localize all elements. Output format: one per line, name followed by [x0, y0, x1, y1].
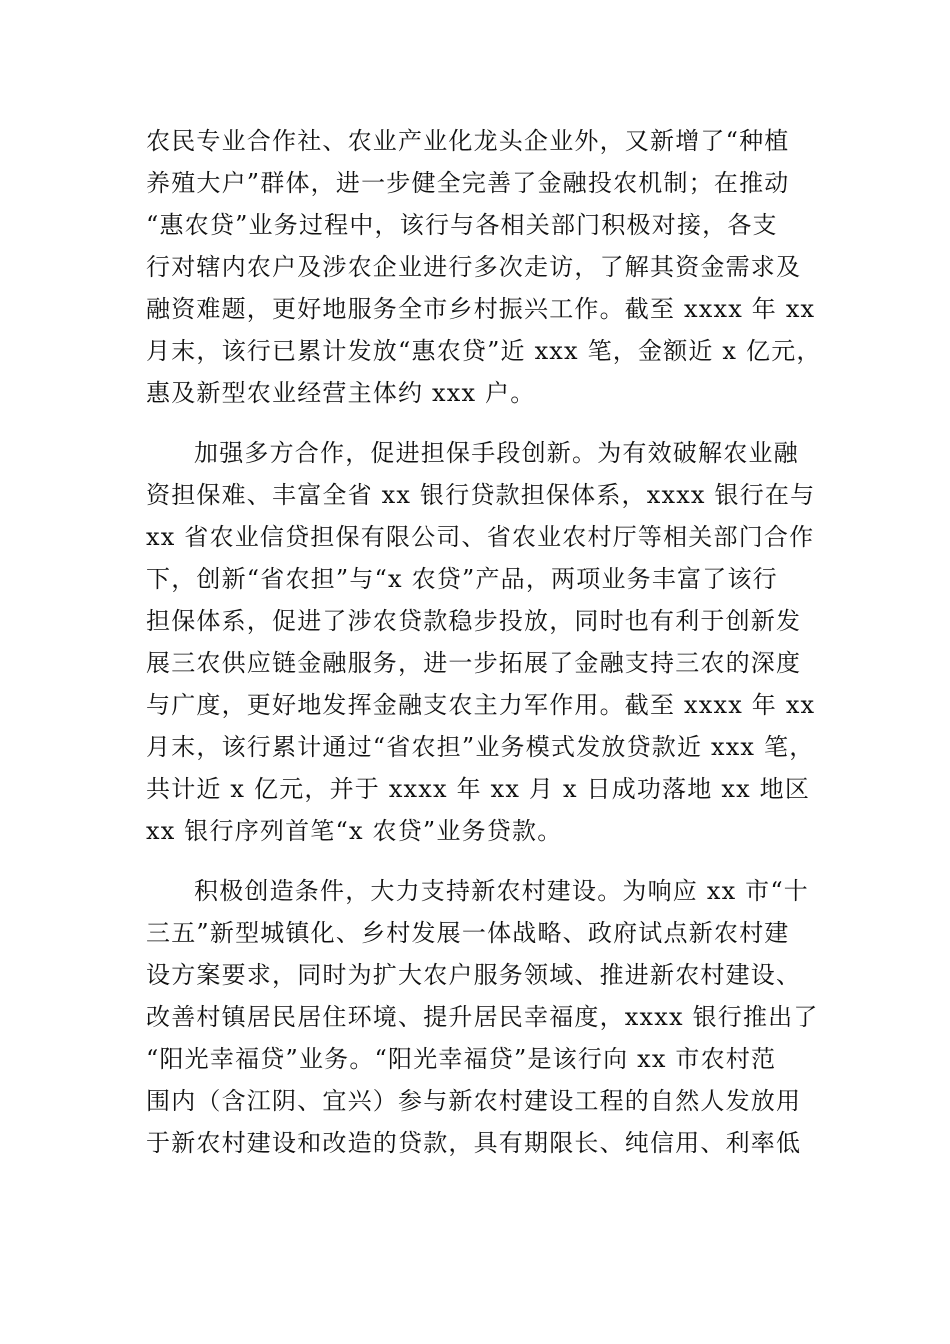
text-line: 融资难题，更好地服务全市乡村振兴工作。截至 xxxx 年 xx: [146, 295, 816, 323]
text-line: 三五”新型城镇化、乡村发展一体战略、政府试点新农村建: [146, 919, 790, 947]
paragraph-2: [146, 432, 816, 852]
text-line: 月末，该行累计通过“省农担”业务模式发放贷款近 xxx 笔，: [146, 733, 815, 761]
document-body: [146, 120, 822, 1164]
text-line: 下，创新“省农担”与“x 农贷”产品，两项业务丰富了该行: [146, 565, 778, 593]
text-line: “惠农贷”业务过程中，该行与各相关部门积极对接，各支: [146, 211, 778, 239]
text-line: 资担保难、丰富全省 xx 银行贷款担保体系，xxxx 银行在与: [146, 481, 816, 509]
text-line-first: 积极创造条件，大力支持新农村建设。为响应 xx 市“十: [194, 877, 809, 905]
text-line: 行对辖内农户及涉农企业进行多次走访，了解其资金需求及: [146, 253, 802, 281]
text-line: 展三农供应链金融服务，进一步拓展了金融支持三农的深度: [146, 649, 802, 677]
text-line: xx 省农业信贷担保有限公司、省农业农村厅等相关部门合作: [146, 523, 815, 551]
text-line: 农民专业合作社、农业产业化龙头企业外，又新增了“种植: [146, 127, 790, 155]
text-line-first: 加强多方合作，促进担保手段创新。为有效破解农业融: [194, 439, 799, 467]
paragraph-gap: [146, 852, 810, 870]
paragraph-3: [146, 870, 819, 1164]
text-line: 于新农村建设和改造的贷款，具有期限长、纯信用、利率低: [146, 1129, 802, 1157]
text-line: “阳光幸福贷”业务。“阳光幸福贷”是该行向 xx 市农村范: [146, 1045, 777, 1073]
text-line: 担保体系，促进了涉农贷款稳步投放，同时也有利于创新发: [146, 607, 802, 635]
text-line: xx 银行序列首笔“x 农贷”业务贷款。: [146, 817, 563, 845]
paragraph-1: [146, 120, 822, 414]
text-line: 与广度，更好地发挥金融支农主力军作用。截至 xxxx 年 xx: [146, 691, 816, 719]
text-line: 围内（含江阴、宜兴）参与新农村建设工程的自然人发放用: [146, 1087, 802, 1115]
text-line: 惠及新型农业经营主体约 xxx 户。: [146, 379, 536, 407]
paragraph-gap: [146, 414, 810, 432]
text-line: 月末，该行已累计发放“惠农贷”近 xxx 笔，金额近 x 亿元，: [146, 337, 822, 365]
text-line: 改善村镇居民居住环境、提升居民幸福度，xxxx 银行推出了: [146, 1003, 819, 1031]
text-line: 共计近 x 亿元，并于 xxxx 年 xx 月 x 日成功落地 xx 地区: [146, 775, 811, 803]
text-line: 养殖大户”群体，进一步健全完善了金融投农机制；在推动: [146, 169, 790, 197]
text-line: 设方案要求，同时为扩大农户服务领域、推进新农村建设、: [146, 961, 802, 989]
